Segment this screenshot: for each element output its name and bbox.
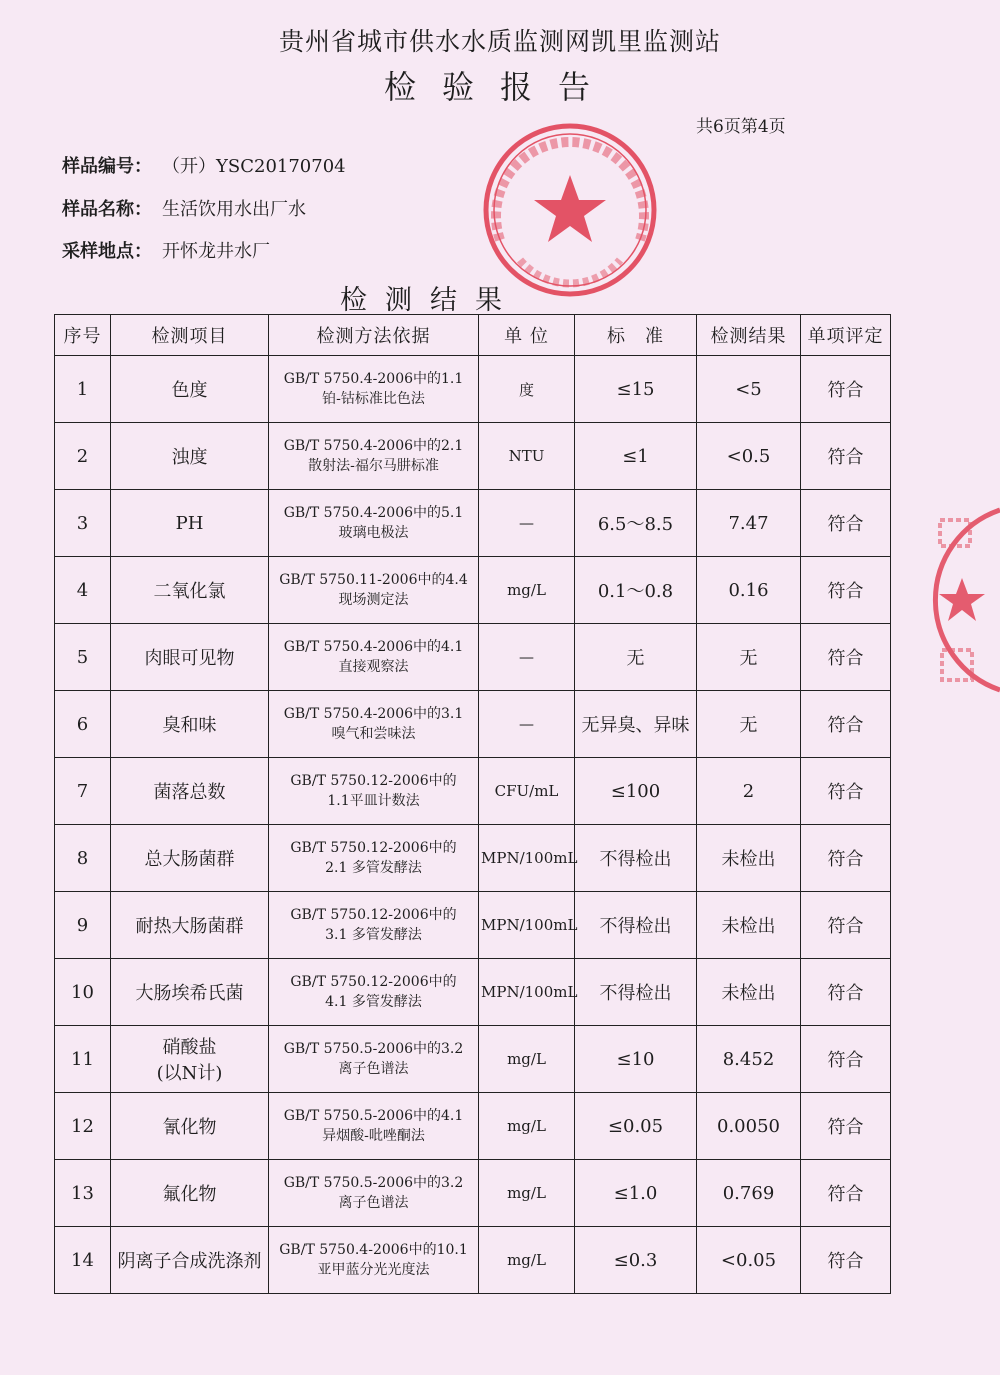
seam-seal-stamp (930, 500, 1000, 700)
cell-method (269, 1160, 479, 1227)
col-header-evaluation: 单项评定 (801, 315, 891, 356)
row-number: 8 (76, 847, 89, 869)
cell-result (697, 557, 801, 624)
unit-value: NTU (508, 447, 545, 465)
cell-method (269, 825, 479, 892)
cell-standard (575, 892, 697, 959)
sample-name-label: 样品名称： (62, 199, 152, 220)
method-line-2: 铂-钴标准比色法 (322, 391, 425, 407)
evaluation-value: 符合 (827, 380, 864, 401)
cell-unit (479, 691, 575, 758)
method-line-2: 离子色谱法 (338, 1195, 409, 1211)
cell-method (269, 1093, 479, 1160)
cell-unit (479, 624, 575, 691)
cell-item (111, 557, 269, 624)
method-line-2: 散射法-福尔马肼标准 (308, 458, 439, 474)
result-value: <5 (735, 378, 762, 400)
standard-value: 不得检出 (599, 983, 672, 1004)
method-line-1: GB/T 5750.5-2006中的4.1 (283, 1108, 464, 1124)
method-line-1: GB/T 5750.11-2006中的4.4 (279, 572, 468, 588)
cell-unit (479, 557, 575, 624)
table-row (55, 490, 891, 557)
cell-unit (479, 892, 578, 959)
table-row (55, 557, 891, 624)
unit-value: MPN/100mL (481, 983, 578, 1001)
method-line-2: 2.1 多管发酵法 (325, 860, 422, 876)
cell-standard (575, 356, 697, 423)
cell-no (55, 825, 111, 892)
row-number: 7 (76, 780, 89, 802)
result-value: <0.05 (720, 1249, 777, 1271)
item-name: 氰化物 (162, 1117, 217, 1138)
cell-item (111, 691, 269, 758)
method-line-1: GB/T 5750.4-2006中的4.1 (283, 639, 464, 655)
item-name: PH (175, 512, 204, 534)
standard-value: 无异臭、异味 (581, 715, 690, 736)
standard-value: ≤1 (622, 445, 649, 467)
cell-result (697, 1026, 801, 1093)
cell-method (269, 423, 479, 490)
standard-value: ≤10 (616, 1048, 655, 1070)
cell-evaluation (801, 758, 891, 825)
cell-item (111, 825, 269, 892)
result-value: 无 (739, 715, 758, 736)
method-line-2: 异烟酸-吡唑酮法 (322, 1128, 425, 1144)
row-number: 10 (71, 981, 94, 1003)
cell-method (269, 490, 479, 557)
cell-standard (575, 490, 697, 557)
cell-result (697, 1093, 801, 1160)
cell-result (697, 1160, 801, 1227)
cell-no (55, 557, 111, 624)
cell-method (269, 356, 479, 423)
item-name: 色度 (171, 380, 208, 401)
table-header-row (55, 315, 891, 356)
cell-item (111, 1160, 269, 1227)
evaluation-value: 符合 (827, 1117, 864, 1138)
method-line-2: 离子色谱法 (338, 1061, 409, 1077)
table-row (55, 758, 891, 825)
standard-value: 不得检出 (599, 849, 672, 870)
method-line-1: GB/T 5750.4-2006中的10.1 (279, 1242, 468, 1258)
document-title: 检验报告 (383, 68, 616, 106)
result-value: 7.47 (728, 512, 769, 534)
cell-method (269, 557, 479, 624)
unit-value: CFU/mL (494, 782, 559, 800)
row-number: 14 (71, 1249, 94, 1271)
col-header-result: 检测结果 (697, 315, 801, 356)
col-header-standard: 标 准 (575, 315, 697, 356)
col-header-method: 检测方法依据 (269, 315, 479, 356)
cell-result (697, 892, 801, 959)
result-value: 无 (739, 648, 758, 669)
cell-unit (479, 825, 578, 892)
sample-name-row (62, 195, 306, 221)
method-line-1: GB/T 5750.4-2006中的3.1 (283, 706, 464, 722)
standard-value: 0.1～0.8 (597, 581, 674, 602)
unit-value: 度 (518, 380, 534, 399)
item-name: 大肠埃希氏菌 (135, 983, 244, 1004)
sample-id-value: （开）YSC20170704 (162, 156, 346, 177)
cell-item (111, 423, 269, 490)
table-row (55, 423, 891, 490)
cell-no (55, 624, 111, 691)
cell-unit (479, 1227, 575, 1294)
cell-standard (575, 624, 697, 691)
cell-no (55, 691, 111, 758)
cell-standard (575, 1160, 697, 1227)
unit-value: mg/L (507, 1050, 546, 1068)
cell-method (269, 691, 479, 758)
cell-no (55, 1227, 111, 1294)
cell-evaluation (801, 1026, 891, 1093)
result-value: 2 (742, 780, 755, 802)
results-table-body (55, 356, 891, 1294)
unit-value: — (519, 715, 534, 733)
table-row (55, 825, 891, 892)
cell-item (111, 624, 269, 691)
row-number: 1 (76, 378, 89, 400)
cell-evaluation (801, 1160, 891, 1227)
cell-item (111, 356, 269, 423)
cell-standard (575, 1227, 697, 1294)
standard-value: 无 (626, 648, 645, 669)
result-value: 0.0050 (717, 1115, 780, 1137)
row-number: 12 (71, 1115, 94, 1137)
method-line-1: GB/T 5750.5-2006中的3.2 (283, 1175, 464, 1191)
cell-no (55, 1026, 111, 1093)
item-name: 硝酸盐 (162, 1037, 217, 1058)
cell-item (111, 1026, 269, 1093)
cell-no (55, 490, 111, 557)
method-line-2: 直接观察法 (338, 659, 409, 675)
item-name: 浊度 (171, 447, 208, 468)
table-row (55, 892, 891, 959)
cell-standard (575, 758, 697, 825)
cell-standard (575, 423, 697, 490)
cell-result (697, 356, 801, 423)
cell-item (111, 758, 269, 825)
method-line-1: GB/T 5750.5-2006中的3.2 (283, 1041, 464, 1057)
result-value: 未检出 (721, 983, 776, 1004)
standard-value: ≤100 (610, 780, 661, 802)
sample-id-row (62, 152, 346, 178)
cell-evaluation (801, 624, 891, 691)
cell-standard (575, 557, 697, 624)
cell-evaluation (801, 892, 891, 959)
result-value: 未检出 (721, 916, 776, 937)
cell-unit (479, 959, 578, 1026)
evaluation-value: 符合 (827, 581, 864, 602)
col-header-no: 序号 (55, 315, 111, 356)
evaluation-value: 符合 (827, 1251, 864, 1272)
cell-standard (575, 1093, 697, 1160)
item-name: 耐热大肠菌群 (135, 916, 244, 937)
item-name: 总大肠菌群 (144, 849, 235, 870)
cell-result (697, 423, 801, 490)
cell-evaluation (801, 1093, 891, 1160)
cell-item (111, 1093, 269, 1160)
table-row (55, 959, 891, 1026)
result-value: 0.16 (728, 579, 769, 601)
result-value: 0.769 (722, 1182, 775, 1204)
unit-value: — (519, 514, 534, 532)
result-value: 未检出 (721, 849, 776, 870)
result-value: <0.5 (726, 445, 771, 467)
table-row (55, 624, 891, 691)
row-number: 5 (76, 646, 89, 668)
cell-evaluation (801, 423, 891, 490)
row-number: 9 (76, 914, 89, 936)
item-name-note: (以N计) (156, 1063, 223, 1084)
cell-standard (575, 959, 697, 1026)
unit-value: MPN/100mL (481, 849, 578, 867)
table-row (55, 1093, 891, 1160)
cell-result (697, 624, 801, 691)
table-row (55, 1026, 891, 1093)
table-row (55, 356, 891, 423)
cell-standard (575, 825, 697, 892)
method-line-2: 现场测定法 (338, 592, 409, 608)
cell-method (269, 959, 479, 1026)
cell-standard (575, 1026, 697, 1093)
cell-result (697, 758, 801, 825)
evaluation-value: 符合 (827, 849, 864, 870)
method-line-2: 3.1 多管发酵法 (325, 927, 422, 943)
page-indicator: 共6页第4页 (696, 117, 786, 137)
evaluation-value: 符合 (827, 782, 864, 803)
cell-no (55, 1160, 111, 1227)
row-number: 6 (76, 713, 89, 735)
cell-evaluation (801, 557, 891, 624)
method-line-1: GB/T 5750.12-2006中的 (290, 773, 457, 789)
cell-standard (575, 691, 697, 758)
organization-title: 贵州省城市供水水质监测网凯里监测站 (278, 27, 721, 56)
method-line-2: 4.1 多管发酵法 (325, 994, 422, 1010)
section-title: 检测结果 (340, 285, 520, 316)
table-row (55, 1227, 891, 1294)
method-line-2: 1.1平皿计数法 (327, 793, 420, 809)
method-line-1: GB/T 5750.4-2006中的5.1 (283, 505, 464, 521)
cell-unit (479, 423, 575, 490)
cell-unit (479, 490, 575, 557)
cell-evaluation (801, 490, 891, 557)
sample-location-label: 采样地点： (62, 241, 152, 262)
evaluation-value: 符合 (827, 1050, 864, 1071)
cell-item (111, 490, 269, 557)
cell-method (269, 758, 479, 825)
cell-item (111, 959, 269, 1026)
cell-no (55, 892, 111, 959)
standard-value: ≤0.3 (613, 1249, 658, 1271)
cell-method (269, 1227, 479, 1294)
item-name: 阴离子合成洗涤剂 (117, 1251, 262, 1272)
sample-location-row (62, 237, 270, 263)
cell-item (111, 892, 269, 959)
evaluation-value: 符合 (827, 514, 864, 535)
method-line-1: GB/T 5750.12-2006中的 (290, 907, 457, 923)
cell-evaluation (801, 959, 891, 1026)
method-line-2: 嗅气和尝味法 (331, 726, 416, 742)
evaluation-value: 符合 (827, 983, 864, 1004)
item-name: 臭和味 (162, 715, 217, 736)
item-name: 肉眼可见物 (144, 648, 235, 669)
cell-method (269, 1026, 479, 1093)
standard-value: ≤0.05 (607, 1115, 664, 1137)
evaluation-value: 符合 (827, 447, 864, 468)
standard-value: ≤15 (616, 378, 655, 400)
unit-value: mg/L (507, 1117, 546, 1135)
row-number: 4 (76, 579, 89, 601)
method-line-1: GB/T 5750.12-2006中的 (290, 840, 457, 856)
item-name: 菌落总数 (153, 782, 226, 803)
method-line-2: 玻璃电极法 (338, 525, 409, 541)
row-number: 3 (76, 512, 89, 534)
sample-name-value: 生活饮用水出厂水 (162, 199, 306, 220)
cell-no (55, 423, 111, 490)
table-row (55, 1160, 891, 1227)
result-value: 8.452 (722, 1048, 775, 1070)
unit-value: mg/L (507, 581, 546, 599)
table-row (55, 691, 891, 758)
cell-result (697, 691, 801, 758)
sample-location-value: 开怀龙井水厂 (162, 241, 270, 262)
cell-unit (479, 1160, 575, 1227)
standard-value: 6.5～8.5 (597, 514, 674, 535)
cell-no (55, 758, 111, 825)
cell-no (55, 959, 111, 1026)
cell-method (269, 624, 479, 691)
sample-id-label: 样品编号： (62, 156, 152, 177)
cell-unit (479, 758, 575, 825)
cell-method (269, 892, 479, 959)
cell-no (55, 356, 111, 423)
row-number: 13 (71, 1182, 94, 1204)
col-header-item: 检测项目 (111, 315, 269, 356)
method-line-1: GB/T 5750.12-2006中的 (290, 974, 457, 990)
cell-evaluation (801, 356, 891, 423)
item-name: 氟化物 (162, 1184, 217, 1205)
evaluation-value: 符合 (827, 715, 864, 736)
evaluation-value: 符合 (827, 916, 864, 937)
item-name: 二氧化氯 (153, 581, 226, 602)
cell-evaluation (801, 1227, 891, 1294)
official-seal-stamp (480, 120, 660, 300)
unit-value: MPN/100mL (481, 916, 578, 934)
method-line-1: GB/T 5750.4-2006中的2.1 (283, 438, 464, 454)
col-header-unit: 单 位 (479, 315, 575, 356)
cell-item (111, 1227, 269, 1294)
standard-value: ≤1.0 (613, 1182, 658, 1204)
cell-result (697, 1227, 801, 1294)
cell-result (697, 490, 801, 557)
standard-value: 不得检出 (599, 916, 672, 937)
cell-unit (479, 356, 575, 423)
cell-unit (479, 1026, 575, 1093)
cell-evaluation (801, 691, 891, 758)
cell-no (55, 1093, 111, 1160)
evaluation-value: 符合 (827, 648, 864, 669)
row-number: 2 (76, 445, 89, 467)
unit-value: mg/L (507, 1251, 546, 1269)
cell-result (697, 959, 801, 1026)
evaluation-value: 符合 (827, 1184, 864, 1205)
method-line-2: 亚甲蓝分光光度法 (317, 1262, 430, 1278)
unit-value: mg/L (507, 1184, 546, 1202)
cell-evaluation (801, 825, 891, 892)
cell-unit (479, 1093, 575, 1160)
cell-result (697, 825, 801, 892)
row-number: 11 (71, 1048, 94, 1070)
unit-value: — (519, 648, 534, 666)
method-line-1: GB/T 5750.4-2006中的1.1 (283, 371, 464, 387)
results-table (54, 314, 891, 1294)
